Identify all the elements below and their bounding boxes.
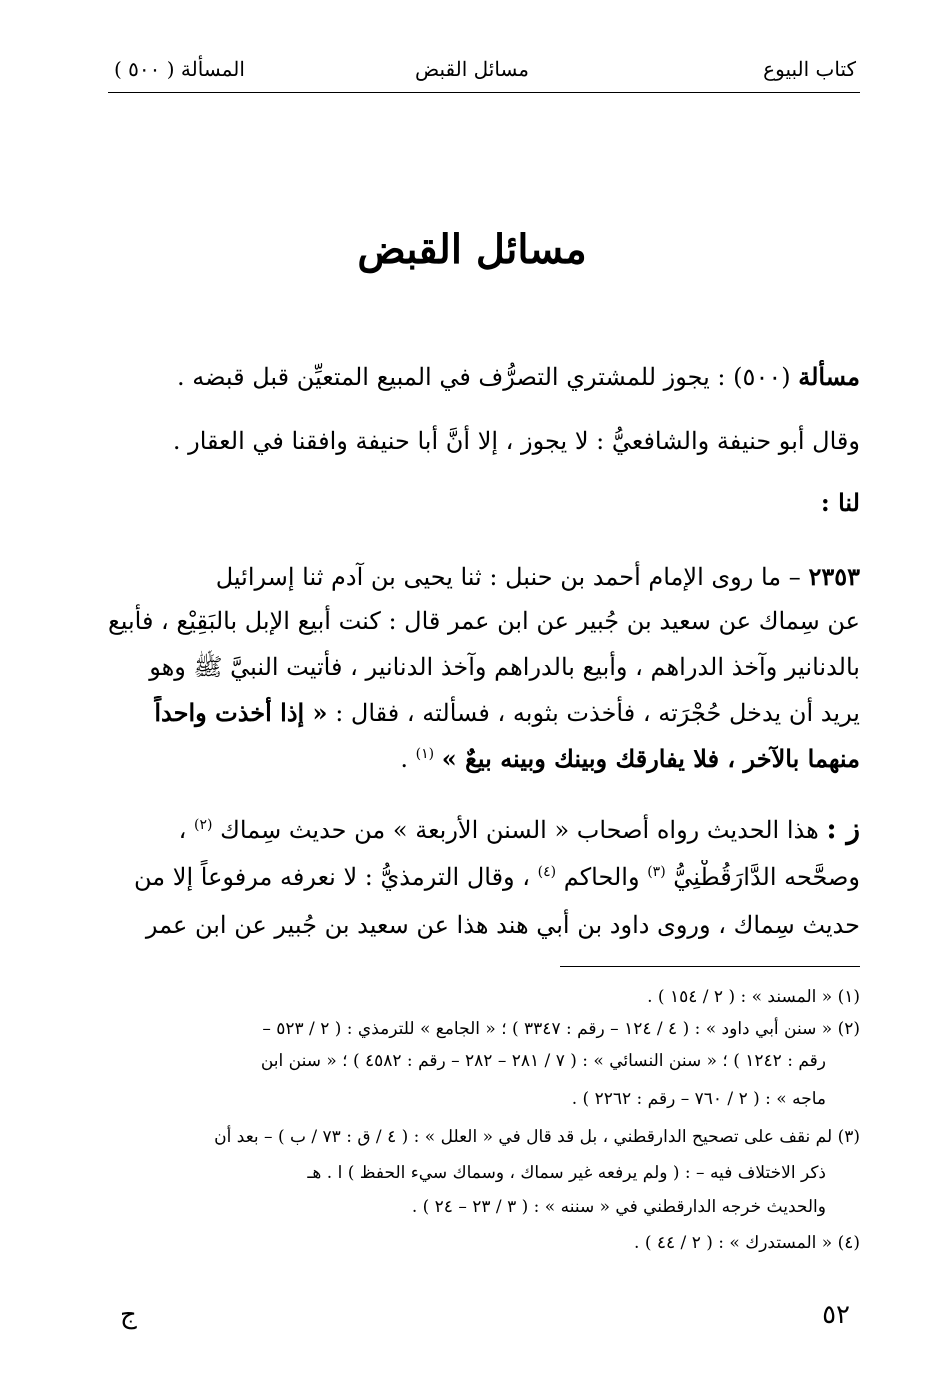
opinion-line: وقال أبو حنيفة والشافعيُّ : لا يجوز ، إلا أنَّ أبا حنيفة وافقنا في العقار . xyxy=(172,427,860,455)
running-header-chapter: مسائل القبض xyxy=(414,57,530,81)
footnote-4: (٤) « المستدرك » : ( ٢ / ٤٤ ) . xyxy=(634,1233,860,1253)
footnote-ref-2: (٢) xyxy=(194,817,213,833)
hadith-line-2: عن سِماك عن سعيد بن جُبير عن ابن عمر قال : كنت أبيع الإبل بالبَقِيْع ، فأبيع xyxy=(107,607,860,635)
footnote-2-line-1: (٢) « سنن أبي داود » : ( ٤ / ١٢٤ – رقم : ٣٣٤٧ ) ؛ « الجامع » للترمذي : ( ٢ / ٥٢٣ – xyxy=(262,1019,860,1039)
comment-line-3: حديث سِماك ، وروى داود بن أبي هند هذا عن سعيد بن جُبير عن ابن عمر xyxy=(145,911,860,939)
footnote-3-line-3: والحديث خرجه الدارقطني في « سننه » : ( ٣ / ٢٣ – ٢٤ ) . xyxy=(411,1197,826,1217)
header-rule xyxy=(108,92,860,93)
hadith-text-1: – ما روى الإمام أحمد بن حنبل : ثنا يحيى بن آدم ثنا إسرائيل xyxy=(215,563,801,591)
footnote-ref-3: (٣) xyxy=(647,864,666,880)
footnote-3-line-1: (٣) لم نقف على تصحيح الدارقطني ، بل قد قال في « العلل » : ( ٤ / ق : ٧٣ / ب ) – بعد أن xyxy=(214,1127,860,1147)
hadith-line-3: بالدنانير وآخذ الدراهم ، وأبيع بالدراهم وآخذ الدنانير ، فأتيت النبيَّ ﷺ وهو xyxy=(149,653,860,681)
comment-text-2c: ، وقال الترمذيُّ : لا نعرفه مرفوعاً إلا من xyxy=(134,863,531,891)
comment-marker: ز : xyxy=(826,812,860,845)
running-header-issue: المسألة ( ٥٠٠ ) xyxy=(114,57,245,81)
page-number: ٥٢ xyxy=(822,1300,850,1330)
signature-mark: ج xyxy=(120,1300,137,1330)
hadith-number: ٢٣٥٣ xyxy=(808,562,860,591)
hadith-line-5 xyxy=(80,742,860,776)
footnote-ref-4: (٤) xyxy=(537,864,557,880)
footnote-1: (١) « المسند » : ( ٢ / ١٥٤ ) . xyxy=(647,987,860,1007)
page-title: مسائل القبض xyxy=(357,226,587,273)
footnote-2-line-2: رقم : ١٢٤٢ ) ؛ « سنن النسائي » : ( ٧ / ٢٨١ – ٢٨٢ – رقم : ٤٥٨٢ ) ؛ « سنن ابن xyxy=(260,1051,826,1071)
lana-line: لنا : xyxy=(820,488,860,517)
comment-comma: ، xyxy=(178,816,187,844)
hadith-line-1 xyxy=(80,560,860,594)
hadith-quote-end: منهما بالآخر ، فلا يفارقك وبينك وبينه بيعٌ » xyxy=(441,744,860,773)
footnote-ref-1: (١) xyxy=(415,746,435,762)
hadith-period: . xyxy=(400,745,409,773)
footnote-rule xyxy=(560,966,860,967)
comment-text-2a: وصحَّحه الدَّارَقُطْنِيُّ xyxy=(673,863,860,891)
running-header-book: كتاب البيوع xyxy=(763,57,856,81)
comment-line-2 xyxy=(80,860,860,894)
comment-text-2b: والحاكم xyxy=(563,863,640,891)
masala-label: مسألة xyxy=(798,362,860,391)
hadith-quote-start: « إذا أخذت واحداً xyxy=(154,698,328,727)
comment-text-1: هذا الحديث رواه أصحاب « السنن الأربعة » من حديث سِماك xyxy=(220,816,819,844)
comment-line-1 xyxy=(80,812,860,847)
masala-line xyxy=(80,360,860,394)
hadith-line-4 xyxy=(80,696,860,730)
footnote-2-line-3: ماجه » : ( ٢ / ٧٦٠ – رقم : ٢٢٦٢ ) . xyxy=(571,1089,826,1109)
masala-number: (٥٠٠) xyxy=(733,363,791,391)
footnote-3-line-2: ذكر الاختلاف فيه – : ( ولم يرفعه غير سماك ، وسماك سيء الحفظ ) ا . هـ xyxy=(307,1163,826,1183)
masala-text: : يجوز للمشتري التصرُّف في المبيع المتعيِّن قبل قبضه . xyxy=(176,363,726,391)
hadith-text-4: يريد أن يدخل حُجْرَته ، فأخذت بثوبه ، فسألته ، فقال : xyxy=(335,699,860,727)
